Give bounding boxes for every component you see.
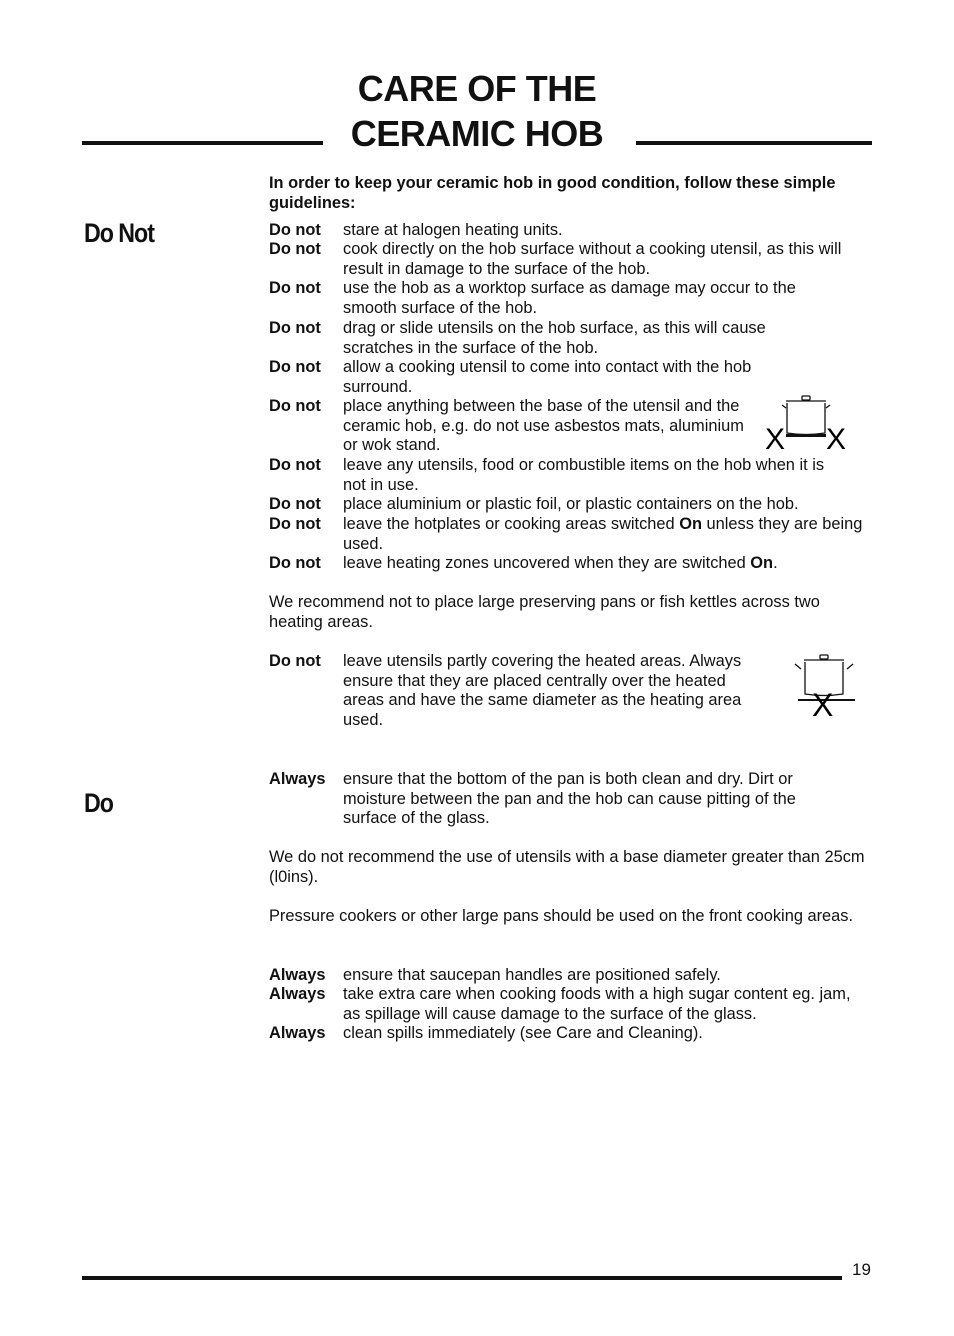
item-label: Do not [269,397,321,415]
cross-mark-left: X [765,423,786,453]
do-not-item [269,279,869,319]
always-item [269,985,869,1025]
always-item [269,1024,869,1044]
page-title-line-2: CERAMIC HOB [350,113,604,154]
item-text: place aluminium or plastic foil, or plastic containers on the hob. [343,495,799,513]
item-label: Do not [269,358,321,376]
item-text: place anything between the base of the utensil and the ceramic hob, e.g. do not use asbestos mats, aluminium or wok stand. [343,397,744,455]
item-text: clean spills immediately (see Care and Cleaning). [343,1024,703,1042]
item-text: use the hob as a worktop surface as damage may occur to the smooth surface of the hob. [343,279,796,317]
pan-on-mat-illustration [764,393,848,453]
do-not-item [269,515,869,555]
always-item [269,966,869,986]
do-not-item [269,456,869,496]
always-item [269,770,869,830]
page-title-line-1: CARE OF THE [357,68,597,109]
item-text: take extra care when cooking foods with a high sugar content eg. jam, as spillage will cause damage to the surface of the glass. [343,985,851,1023]
pan-offcentre-illustration [792,650,858,720]
title-rule-right [636,141,872,145]
item-text: drag or slide utensils on the hob surface, as this will cause scratches in the surface of the hob. [343,319,766,357]
item-text: ensure that the bottom of the pan is both clean and dry. Dirt or moisture between the pan and the hob can cause pitting of the surface of the glass. [343,770,796,828]
page-number: 19 [852,1260,871,1279]
do-not-heading: Do Not [84,218,154,248]
title-rule-left [82,141,323,145]
do-not-item [269,319,869,359]
item-label: Always [269,770,326,788]
do-not-item [269,221,869,241]
do-not-item [269,495,869,515]
item-text: cook directly on the hob surface without a cooking utensil, as this will result in damage to the surface of the hob. [343,240,842,278]
item-label: Do not [269,240,321,258]
intro-text: In order to keep your ceramic hob in good condition, follow these simple guidelines: [269,174,836,212]
item-text: leave heating zones uncovered when they are switched On. [343,554,778,572]
item-text: leave the hotplates or cooking areas switched On unless they are being used. [343,515,863,553]
item-text: allow a cooking utensil to come into contact with the hob surround. [343,358,752,396]
item-label: Do not [269,495,321,513]
item-label: Do not [269,279,321,297]
item-label: Do not [269,515,321,533]
do-not-item [269,240,869,280]
item-label: Do not [269,456,321,474]
do-not-partial-item [269,652,869,732]
cross-mark-right: X [826,423,847,453]
item-label: Always [269,966,326,984]
item-text: ensure that saucepan handles are positioned safely. [343,966,721,984]
do-not-item [269,554,869,574]
do-heading: Do [84,788,113,818]
item-label: Do not [269,319,321,337]
item-label: Do not [269,554,321,572]
item-text: stare at halogen heating units. [343,221,563,239]
item-label: Always [269,1024,326,1042]
cross-mark: X [812,687,834,720]
item-text: leave any utensils, food or combustible items on the hob when it is not in use. [343,456,825,494]
recommend-diameter-text: We do not recommend the use of utensils with a base diameter greater than 25cm (l0ins). [269,848,865,886]
item-label: Do not [269,652,321,670]
recommend-pans-text: We recommend not to place large preserving pans or fish kettles across two heating areas. [269,593,820,631]
item-text: leave utensils partly covering the heated areas. Always ensure that they are placed centrally over the heated areas and have the same diameter as the heating area used. [343,652,742,729]
item-label: Do not [269,221,321,239]
footer-rule [82,1276,842,1280]
item-label: Always [269,985,326,1003]
pressure-cookers-text: Pressure cookers or other large pans should be used on the front cooking areas. [269,907,854,925]
do-not-item [269,358,869,398]
